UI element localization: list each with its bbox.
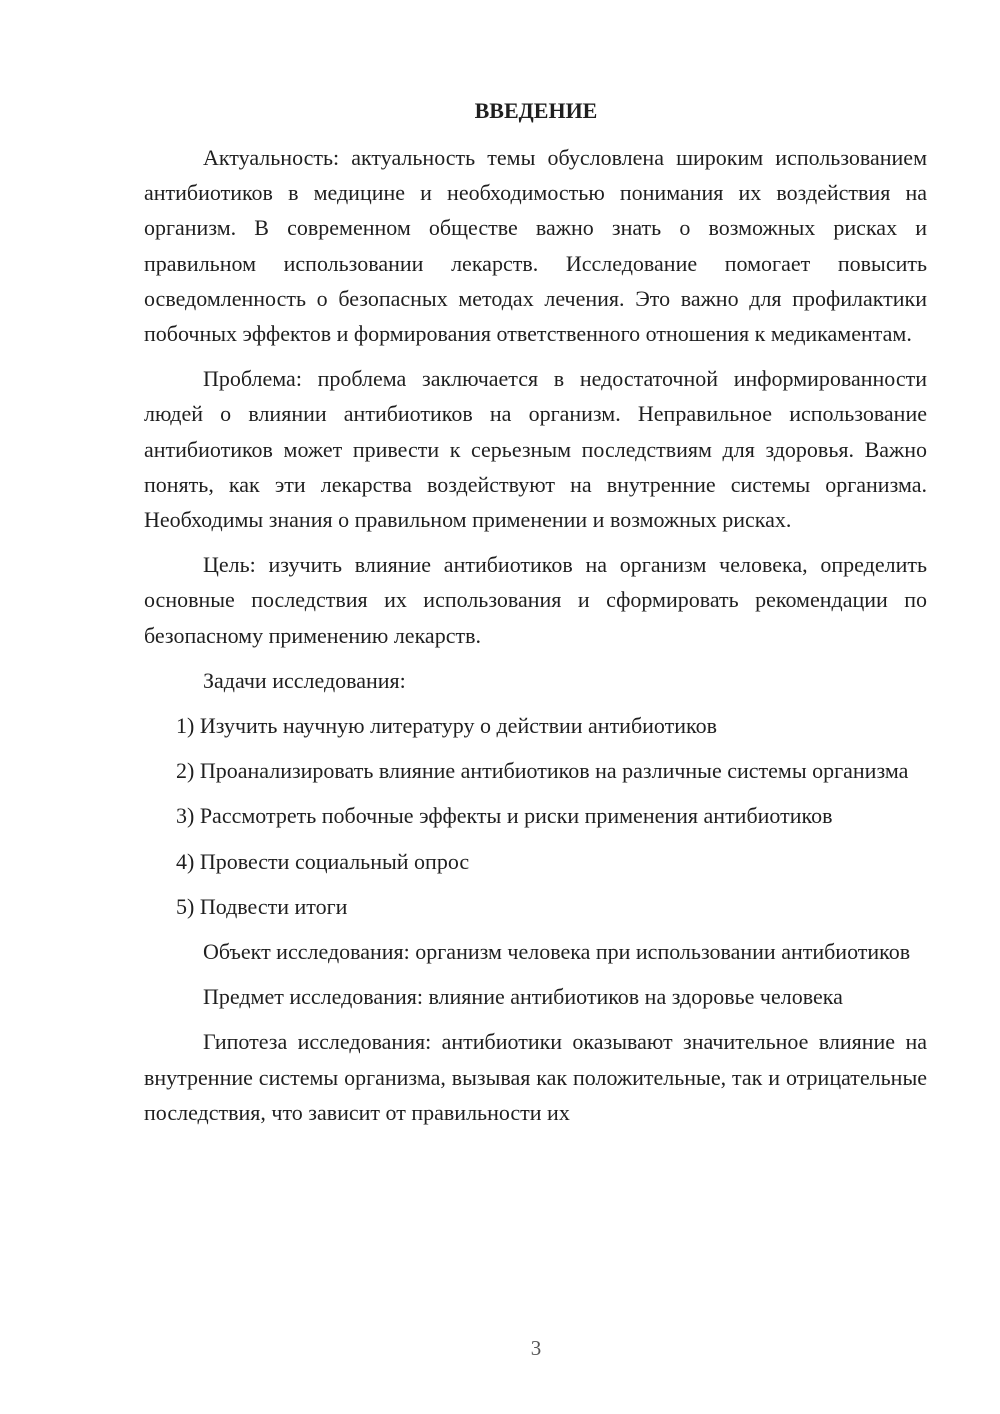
paragraph-subject: Предмет исследования: влияние антибиотиков на здоровье человека (203, 984, 843, 1010)
document-body (144, 140, 927, 1130)
paragraph-tasks-heading: Задачи исследования: (203, 667, 406, 693)
task-item-5: 5) Подвести итоги (176, 893, 348, 919)
paragraph-goal: Цель: изучить влияние антибиотиков на организм человека, определить основные последствия их использования и сформировать рекомендации по безопасному применению лекарств. (144, 552, 927, 648)
task-item-2: 2) Проанализировать влияние антибиотиков на различные системы организма (176, 758, 909, 784)
paragraph-problem: Проблема: проблема заключается в недостаточной информированности людей о влиянии антибиотиков на организм. Неправильное использование антибиотиков может привести к серьезным последствиям для здоровья. Важно понять, как эти лекарства воздействуют на внутренние системы организма. Необходимы знания о правильном применении и возможных рисках. (144, 366, 927, 533)
task-item-3: 3) Рассмотреть побочные эффекты и риски применения антибиотиков (176, 803, 833, 829)
paragraph-object: Объект исследования: организм человека при использовании антибиотиков (203, 939, 911, 965)
page-title: ВВЕДЕНИЕ (474, 98, 598, 123)
paragraph-relevance: Актуальность: актуальность темы обусловлена широким использованием антибиотиков в медицине и необходимостью понимания их воздействия на организм. В современном обществе важно знать о возможных рисках и правильном использовании лекарств. Исследование помогает повысить осведомленность о безопасных методах лечения. Это важно для профилактики побочных эффектов и формирования ответственного отношения к медикаментам. (144, 145, 927, 347)
task-item-1: 1) Изучить научную литературу о действии антибиотиков (176, 713, 717, 739)
page-number: 3 (530, 1336, 542, 1360)
task-item-4: 4) Провести социальный опрос (176, 848, 470, 874)
paragraph-hypothesis: Гипотеза исследования: антибиотики оказывают значительное влияние на внутренние системы организма, вызывая как положительные, так и отрицательные последствия, что зависит от правильности их (144, 1029, 927, 1125)
